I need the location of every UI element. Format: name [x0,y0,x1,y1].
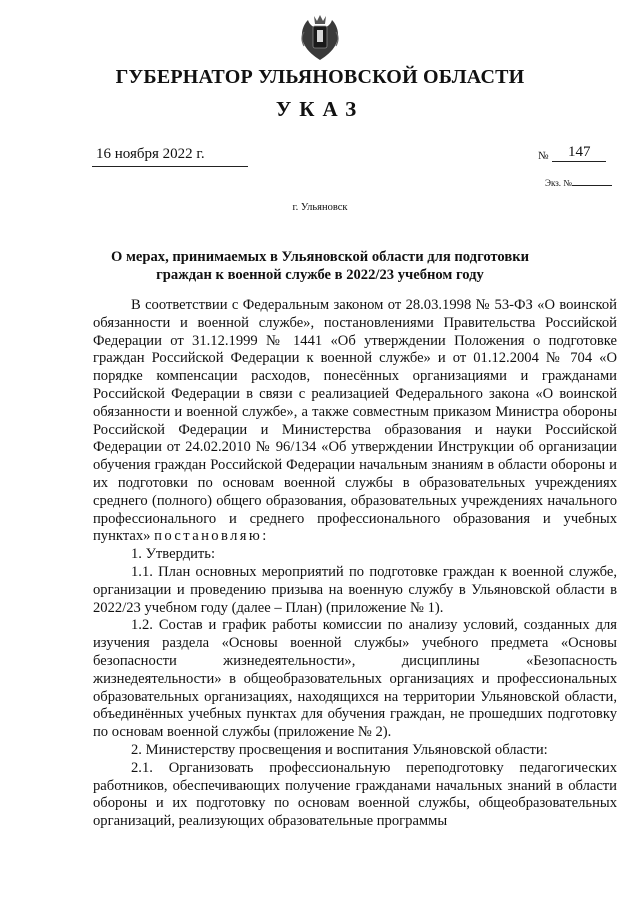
coat-of-arms-icon [298,12,342,62]
copy-line [572,185,612,186]
decree-word: постановляю: [154,528,269,545]
governor-title: ГУБЕРНАТОР УЛЬЯНОВСКОЙ ОБЛАСТИ [115,66,525,88]
number-label: № [538,150,549,162]
copy-number [545,178,612,188]
paragraph-1-1: 1.1. План основных мероприятий по подготовке граждан к военной службе, организации и проведению призыва на военную службу в Ульяновской области в 2022/23 учебном году (далее – План) (приложение № 1). [93,563,617,616]
document-type: УКАЗ [275,97,365,121]
decree-heading: О мерах, принимаемых в Ульяновской области для подготовки граждан к военной службе в 2022/23 учебном году [110,249,530,283]
city: г. Ульяновск [292,202,348,213]
number-value: 147 [552,144,606,162]
decree-body [93,297,617,831]
decree-date: 16 ноября 2022 г. [92,146,248,167]
paragraph-2-1: 2.1. Организовать профессиональную переподготовку педагогических работников, обеспечивающих получение гражданами начальных знаний в области обороны и их подготовку по основам военной службы, общеобразовательных организаций, реализующих образовательные программы [93,759,617,830]
paragraph-2: 2. Министерству просвещения и воспитания Ульяновской области: [131,741,548,758]
intro-paragraph [93,297,617,546]
decree-number [538,144,610,162]
intro-text: В соответствии с Федеральным законом от 28.03.1998 № 53-ФЗ «О воинской обязанности и военной службе», постановлениями Правительства Российской Федерации от 31.12.1999 № 1441 «Об утверждении Положения о подготовке граждан Российской Федерации к военной службе» и от 01.12.2004 № 704 «О порядке компенсации расходов, понесённых организациями и гражданами Российской Федерации в связи с реализацией Федерального закона «О воинской обязанности и военной службе», а также совместным приказом Министра обороны Российской Федерации и Министерства образования и науки Российской Федерации от 24.02.2010 № 96/134 «Об утверждении Инструкции об организации обучения граждан Российской Федерации начальным знаниям в области обороны и их подготовки по основам военной службы в образовательных учреждениях среднего (полного) общего образования, образовательных учреждениях начального профессионального и среднего профессионального образования и учебных пунктах» [93,297,617,545]
paragraph-1-2: 1.2. Состав и график работы комиссии по анализу условий, созданных для изучения раздела «Основы военной службы» учебного предмета «Основы безопасности жизнедеятельности», дисциплины «Безопасность жизнедеятельности» в общеобразовательных организациях и профессиональных образовательных организациях, находящихся на территории Ульяновской области, объединённых учебных пунктах для обучения граждан, не прошедших подготовку по основам военной службы (приложение № 2). [93,617,617,741]
copy-label: Экз. № [545,178,572,188]
paragraph-1: 1. Утвердить: [131,546,216,563]
